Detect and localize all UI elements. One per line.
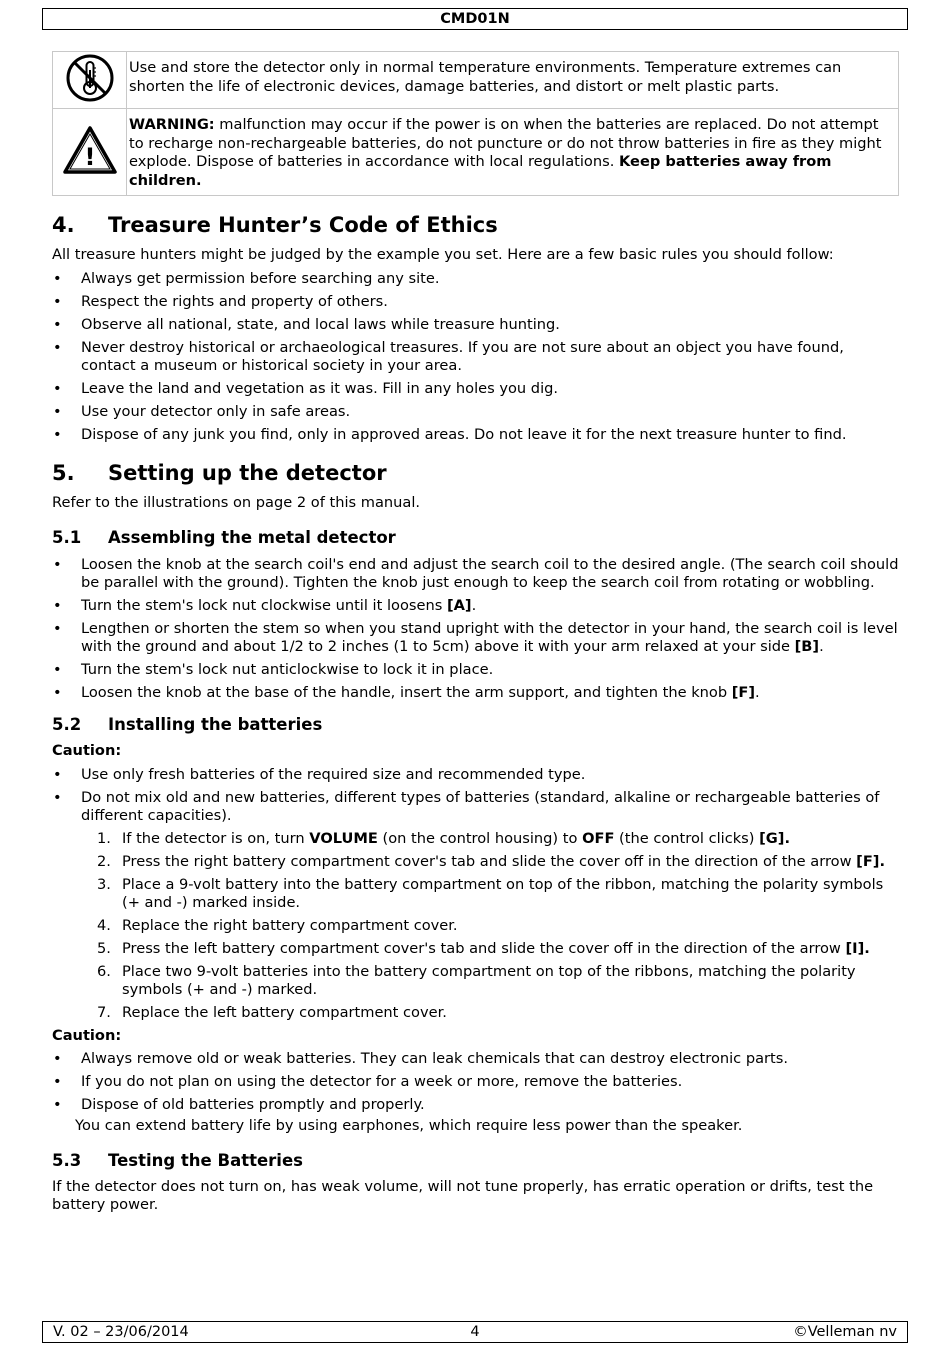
document-title: CMD01N (440, 11, 510, 27)
section-5-3-heading (52, 1150, 902, 1172)
step-text: Press the left battery compartment cover's tab and slide the cover off in the direction of the arrow (122, 939, 846, 957)
no-thermometer-icon (64, 52, 116, 104)
section-title: Setting up the detector (108, 460, 387, 485)
step-number: 2. (97, 852, 111, 870)
section-title: Assembling the metal detector (108, 528, 396, 547)
warning-label: WARNING: (129, 116, 215, 133)
section-5-2-heading (52, 714, 902, 736)
ethics-rule: • Always get permission before searching any site. (52, 270, 902, 288)
step-text: Loosen the knob at the search coil's end and adjust the search coil to the desired angle. (The search coil should be parallel with the ground). Tighten the knob just enough to keep the search coil from rotating or wobbling. (81, 556, 899, 591)
step-text: Loosen the knob at the base of the handle, insert the arm support, and tighten the knob (81, 684, 732, 701)
battery-steps-list (52, 830, 902, 1022)
assembly-step (52, 556, 902, 592)
section-number: 5.2 (52, 715, 82, 734)
step-text: (the control clicks) (614, 829, 760, 847)
version-date: V. 02 – 23/06/2014 (53, 1324, 189, 1340)
battery-life-note: You can extend battery life by using earphones, which require less power than the speaker. (75, 1117, 743, 1134)
control-state: OFF (582, 829, 615, 847)
ethics-rule: • Respect the rights and property of others. (52, 293, 902, 311)
caution-label-2: Caution: (52, 1026, 122, 1044)
warning-triangle-icon (62, 124, 118, 176)
step-number: 1. (97, 829, 111, 847)
section-number: 5.3 (52, 1150, 82, 1170)
figure-ref: [B] (794, 638, 820, 655)
step-end: . (755, 684, 760, 701)
step-text: Place two 9-volt batteries into the battery compartment on top of the ribbons, matching the polarity symbols (+ and -) marked. (122, 962, 856, 998)
step-end: . (471, 597, 477, 614)
figure-ref: [I] (845, 939, 865, 957)
ethics-rule: • Use your detector only in safe areas. (52, 403, 902, 421)
page-content (52, 210, 902, 1215)
step-text: Lengthen or shorten the stem so when you stand upright with the detector in your hand, the search coil is level with the ground and about 1/2 to 2 inches (1 to 5cm) above it with your arm relaxed at your side (81, 620, 898, 655)
caution-item: • Do not mix old and new batteries, different types of batteries (standard, alkaline or rechargeable batteries of different capacities). (52, 789, 902, 825)
assembly-step (52, 620, 902, 656)
step-text: Replace the right battery compartment cover. (122, 916, 458, 934)
step-end: . (879, 852, 886, 870)
section-number: 5.1 (52, 528, 82, 547)
temperature-note (127, 52, 899, 109)
figure-ref: [F] (856, 852, 880, 870)
section-5-heading (52, 458, 902, 488)
battery-step (52, 940, 902, 958)
step-number: 3. (97, 875, 111, 893)
battery-step (52, 963, 902, 999)
figure-ref: [F] (731, 684, 756, 701)
copyright: ©Velleman nv (793, 1324, 897, 1340)
step-end: . (864, 939, 870, 957)
warning-symbol: ! (84, 143, 95, 171)
step-number: 6. (97, 962, 111, 980)
battery-step (52, 1004, 902, 1022)
ethics-rule: • Dispose of any junk you find, only in approved areas. Do not leave it for the next treasure hunter to find. (52, 426, 902, 444)
step-number: 5. (97, 939, 111, 957)
assembly-step (52, 684, 902, 702)
battery-step (52, 853, 902, 871)
step-text: Press the right battery compartment cover's tab and slide the cover off in the direction of the arrow (122, 852, 857, 870)
caution-item: • Use only fresh batteries of the required size and recommended type. (52, 766, 902, 784)
battery-step (52, 917, 902, 935)
safety-table (52, 51, 899, 196)
assembly-step (52, 661, 902, 679)
step-number: 4. (97, 916, 111, 934)
figure-ref: [A] (446, 597, 472, 614)
caution-item: • Always remove old or weak batteries. They can leak chemicals that can destroy electronic parts. (52, 1050, 902, 1068)
step-text: Place a 9-volt battery into the battery compartment on top of the ribbon, matching the polarity symbols (+ and -) marked inside. (122, 875, 884, 911)
section-title: Testing the Batteries (108, 1150, 303, 1170)
ethics-rule: • Observe all national, state, and local laws while treasure hunting. (52, 316, 902, 334)
safety-row-temperature (53, 52, 899, 109)
section-title: Treasure Hunter’s Code of Ethics (108, 213, 498, 237)
page-footer (42, 1321, 908, 1343)
caution-item: • If you do not plan on using the detector for a week or more, remove the batteries. (52, 1073, 902, 1091)
battery-step (52, 830, 902, 848)
warning-icon-cell (53, 109, 127, 196)
control-name: VOLUME (309, 829, 378, 847)
section-5-3-text: If the detector does not turn on, has weak volume, will not tune properly, has erratic operation or drifts, test the battery power. (52, 1177, 874, 1213)
step-text: Turn the stem's lock nut clockwise until it loosens (81, 597, 447, 614)
page-header (42, 8, 908, 30)
temperature-note-text: Use and store the detector only in normal temperature environments. Temperature extremes can shorten the life of electronic devices, damage batteries, and distort or melt plastic parts. (129, 59, 842, 95)
step-text: Turn the stem's lock nut anticlockwise to lock it in place. (81, 661, 494, 678)
step-end: . (784, 829, 790, 847)
page-number: 4 (470, 1324, 480, 1340)
ethics-list (52, 270, 902, 444)
step-text: (on the control housing) to (377, 829, 583, 847)
assembly-step (52, 597, 902, 615)
figure-ref: [G] (759, 829, 785, 847)
assembly-list (52, 556, 902, 702)
step-text: Replace the left battery compartment cover. (122, 1003, 447, 1021)
caution-list-2 (52, 1050, 902, 1114)
ethics-rule: • Never destroy historical or archaeological treasures. If you are not sure about an object you have found, contact a museum or historical society in your area. (52, 339, 902, 375)
caution-item: • Dispose of old batteries promptly and properly. (52, 1096, 902, 1114)
section-number: 5. (52, 460, 75, 485)
warning-text: malfunction may occur if the power is on when the batteries are replaced. Do not attempt to recharge non-rechargeable batteries, do not puncture or do not throw batteries in fire as they might explode. Dispose of batteries in accordance with local regulations. (129, 116, 882, 170)
ethics-rule: • Leave the land and vegetation as it was. Fill in any holes you dig. (52, 380, 902, 398)
warning-bold-text: Keep batteries away from children. (129, 153, 832, 189)
caution-list-1 (52, 766, 902, 825)
battery-warning-note (127, 109, 899, 196)
section-4-intro: All treasure hunters might be judged by the example you set. Here are a few basic rules you should follow: (52, 246, 834, 263)
safety-row-warning (53, 109, 899, 196)
section-4-heading (52, 210, 902, 240)
battery-step (52, 876, 902, 912)
temperature-icon-cell (53, 52, 127, 109)
section-5-intro: Refer to the illustrations on page 2 of this manual. (52, 493, 421, 511)
step-end: . (819, 638, 824, 655)
step-number: 7. (97, 1003, 111, 1021)
section-title: Installing the batteries (108, 715, 323, 734)
section-5-1-heading (52, 527, 902, 549)
section-number: 4. (52, 213, 75, 237)
step-text: If the detector is on, turn (122, 829, 310, 847)
caution-label: Caution: (52, 742, 122, 759)
